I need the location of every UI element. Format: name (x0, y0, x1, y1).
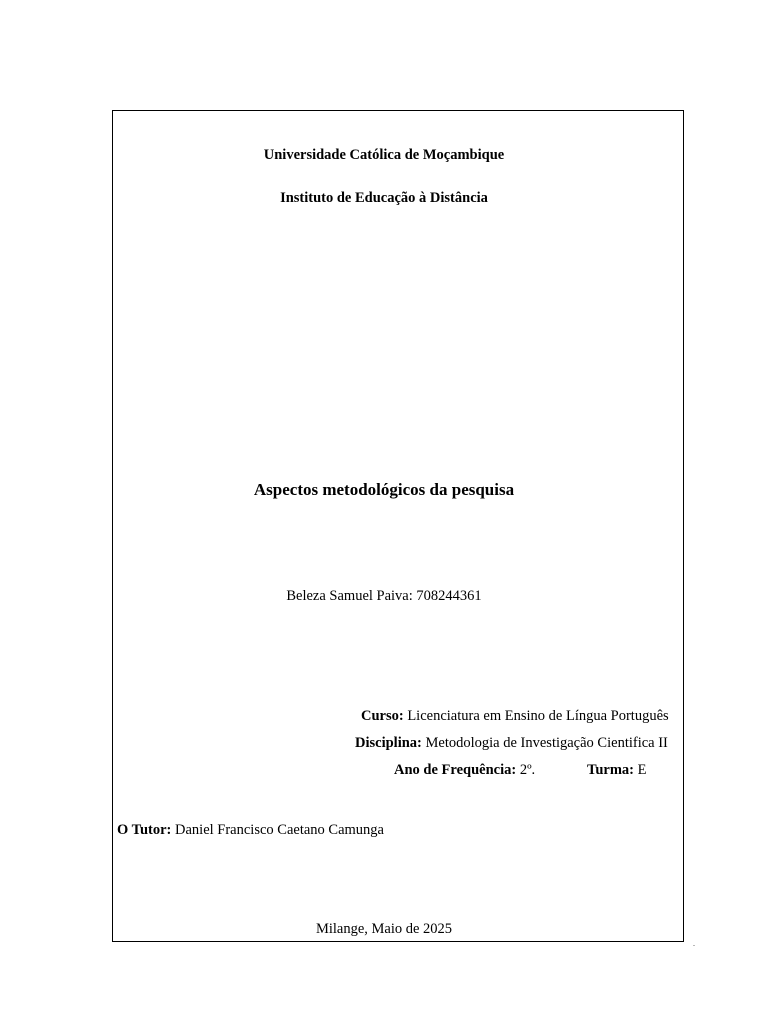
course-line (361, 707, 669, 725)
discipline-label: Disciplina: (355, 735, 422, 751)
discipline-line (355, 734, 668, 752)
university-name: Universidade Católica de Moçambique (263, 147, 505, 163)
stray-dot: . (693, 939, 695, 948)
class-label: Turma: (587, 762, 634, 778)
tutor-label: O Tutor: (117, 822, 172, 838)
page-border (112, 110, 684, 942)
author-line: Beleza Samuel Paiva: 708244361 (286, 588, 482, 604)
institute-name: Instituto de Educação à Distância (280, 190, 488, 206)
year-line (394, 761, 535, 779)
document-title: Aspectos metodológicos da pesquisa (253, 480, 515, 499)
discipline-value: Metodologia de Investigação Cientifica II (421, 735, 668, 751)
class-line (587, 761, 646, 779)
place-date: Milange, Maio de 2025 (315, 921, 453, 937)
year-label: Ano de Frequência: (394, 762, 517, 778)
class-value: E (634, 762, 647, 778)
course-value: Licenciatura em Ensino de Língua Português (403, 708, 669, 724)
tutor-line (117, 821, 384, 839)
course-label: Curso: (361, 708, 404, 724)
tutor-value: Daniel Francisco Caetano Camunga (171, 822, 384, 838)
year-value: 2º. (516, 762, 536, 778)
